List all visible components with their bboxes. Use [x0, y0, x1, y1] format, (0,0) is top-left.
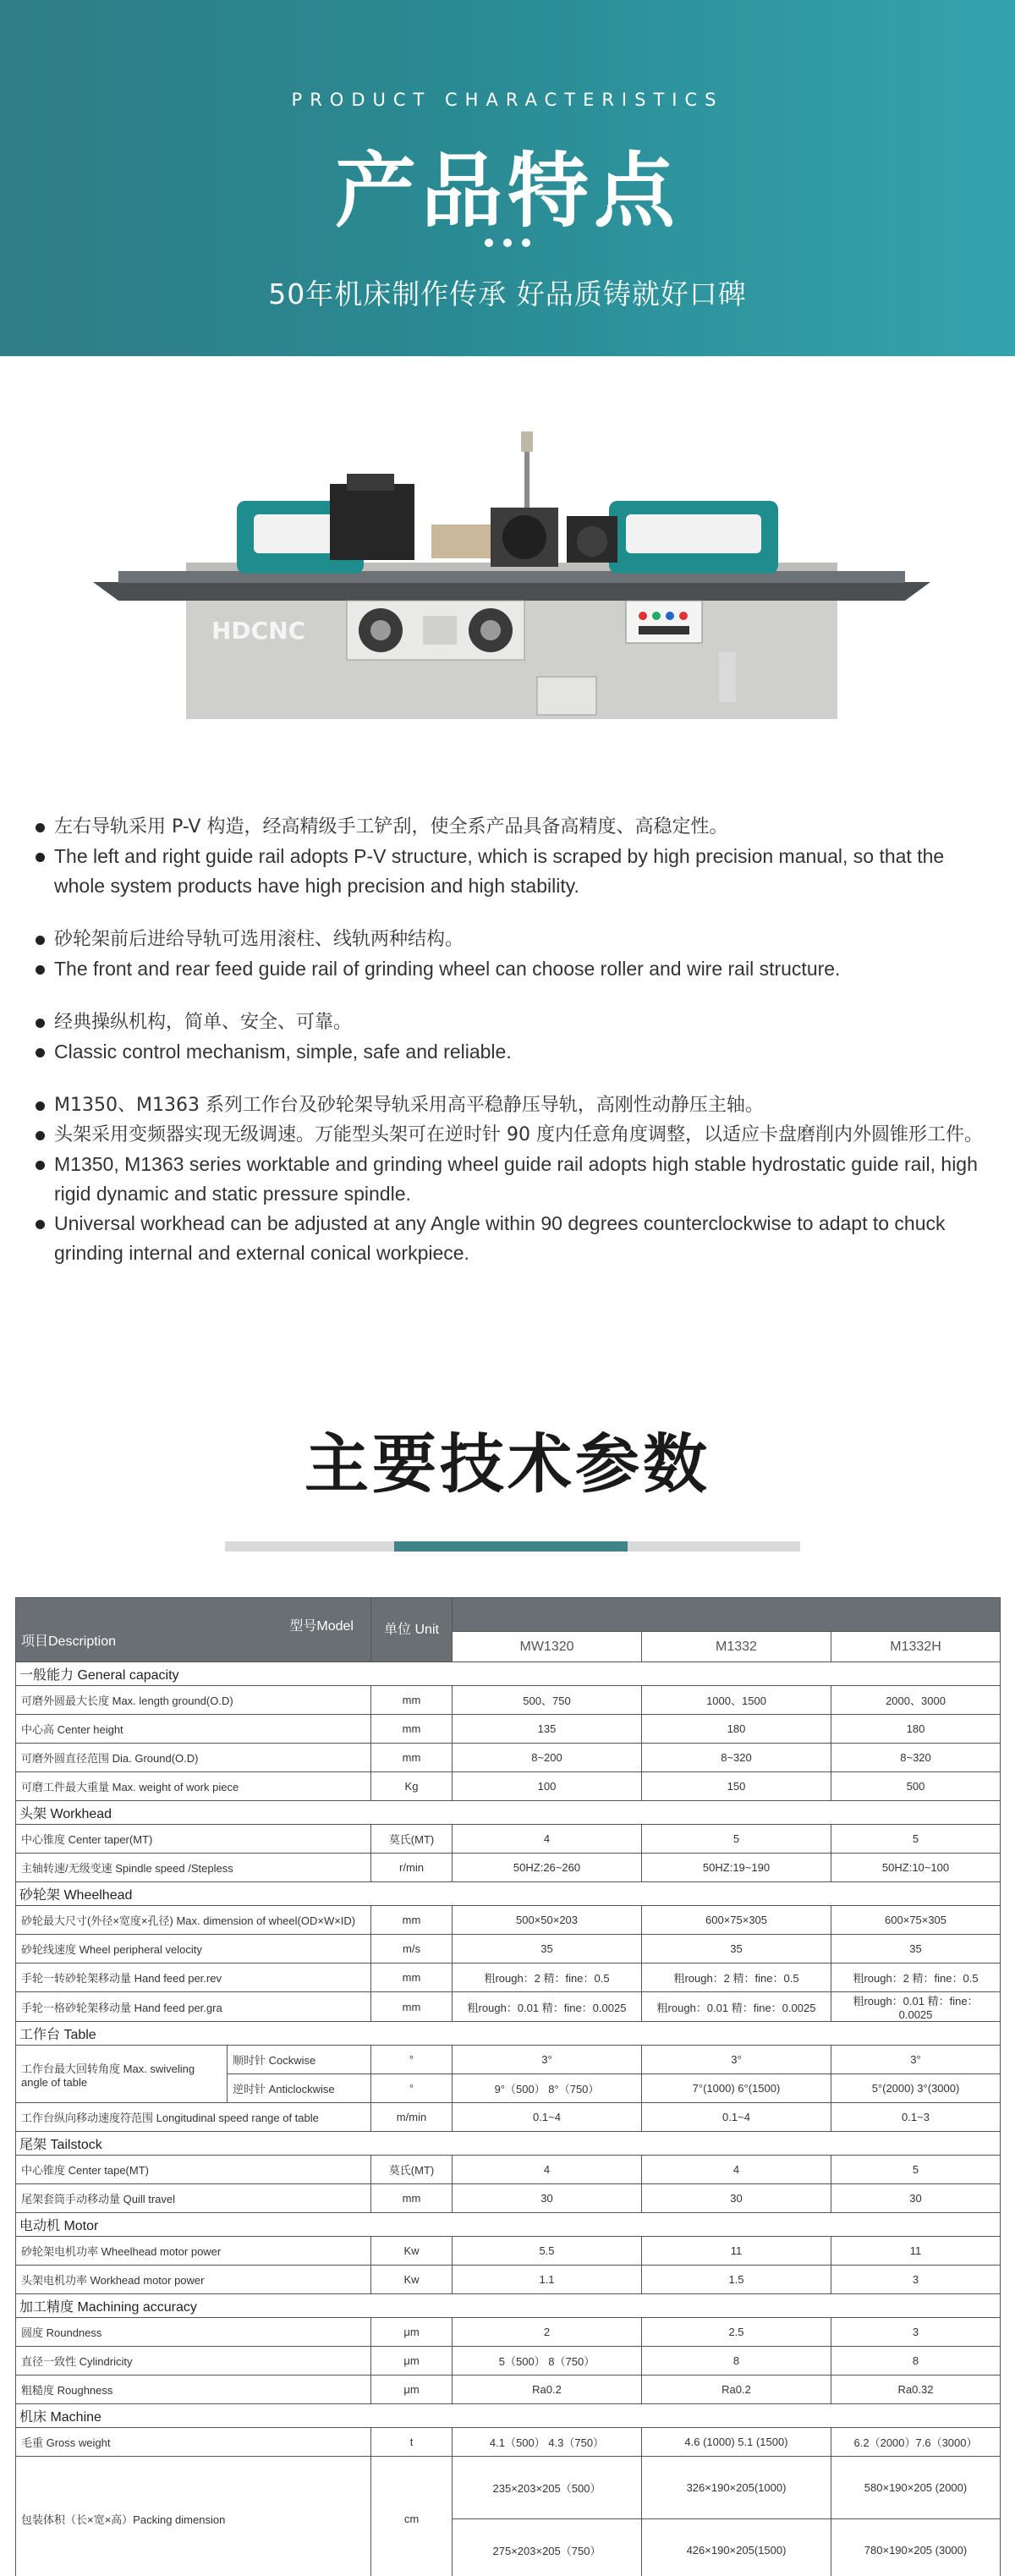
row-value: 2000、3000	[831, 1686, 1001, 1715]
row-value: 150	[642, 1772, 831, 1801]
row-label: 砂轮线速度 Wheel peripheral velocity	[16, 1935, 371, 1964]
row-value: 500	[831, 1772, 1001, 1801]
row-unit: μm	[371, 2347, 453, 2376]
section-title: 加工精度 Machining accuracy	[16, 2294, 1001, 2318]
table-row	[16, 1825, 1001, 1854]
row-unit: Kw	[371, 2237, 453, 2266]
row-label: 中心锥度 Center tape(MT)	[16, 2156, 371, 2184]
row-value: 5	[642, 1825, 831, 1854]
row-value: 11	[642, 2237, 831, 2266]
header-unit: 单位 Unit	[371, 1598, 453, 1662]
row-unit: r/min	[371, 1854, 453, 1882]
row-unit: t	[371, 2428, 453, 2457]
row-value: 8~200	[453, 1744, 642, 1772]
row-unit: mm	[371, 1906, 453, 1935]
row-value: 30	[642, 2184, 831, 2213]
row-value: 35	[642, 1935, 831, 1964]
row-value: 50HZ:19~190	[642, 1854, 831, 1882]
table-row	[16, 2156, 1001, 2184]
feature-item: Universal workhead can be adjusted at any Angle within 90 degrees counterclockwise to adapt to chuck grinding internal and external conical workpiece.	[34, 1209, 990, 1268]
section-row	[16, 2404, 1001, 2428]
row-unit: 莫氏(MT)	[371, 1825, 453, 1854]
section-title: 头架 Workhead	[16, 1801, 1001, 1825]
row-value: 4	[642, 2156, 831, 2184]
row-label: 尾架套筒手动移动量 Quill travel	[16, 2184, 371, 2213]
row-value: 1.1	[453, 2266, 642, 2294]
header-description-cell	[16, 1598, 371, 1662]
row-value: 1000、1500	[642, 1686, 831, 1715]
row-label: 主轴转速/无级变速 Spindle speed /Stepless	[16, 1854, 371, 1882]
row-value: 5.5	[453, 2237, 642, 2266]
feature-group-guide-rail	[34, 812, 990, 901]
row-sublabel: 顺时针 Cockwise	[228, 2046, 371, 2074]
row-unit: mm	[371, 1715, 453, 1744]
section-title: 电动机 Motor	[16, 2213, 1001, 2237]
table-row	[16, 2237, 1001, 2266]
row-value: 9°（500） 8°（750）	[453, 2074, 642, 2103]
row-value: 4	[453, 1825, 642, 1854]
row-value: 3°	[453, 2046, 642, 2074]
table-row	[16, 1935, 1001, 1964]
table-row	[16, 1964, 1001, 1992]
row-value: 0.1~4	[453, 2103, 642, 2132]
row-value: 0.1~3	[831, 2103, 1001, 2132]
row-value: 粗rough：0.01 精：fine：0.0025	[831, 1992, 1001, 2022]
row-value: 50HZ:10~100	[831, 1854, 1001, 1882]
row-value: 3°	[642, 2046, 831, 2074]
feature-group-control	[34, 1008, 990, 1067]
row-unit: μm	[371, 2376, 453, 2404]
row-unit: Kw	[371, 2266, 453, 2294]
hero-subtitle-en: PRODUCT CHARACTERISTICS	[291, 90, 724, 110]
row-value: 粗rough：2 精：fine：0.5	[831, 1964, 1001, 1992]
row-value: 30	[831, 2184, 1001, 2213]
table-row	[16, 1992, 1001, 2022]
row-value: 5（500） 8（750）	[453, 2347, 642, 2376]
row-value: 8~320	[642, 1744, 831, 1772]
row-unit: 莫氏(MT)	[371, 2156, 453, 2184]
row-label: 砂轮架电机功率 Wheelhead motor power	[16, 2237, 371, 2266]
table-row	[16, 1686, 1001, 1715]
section-row	[16, 2132, 1001, 2156]
table-row	[16, 2457, 1001, 2519]
spec-title: 主要技术参数	[304, 1426, 710, 1502]
row-label: 头架电机功率 Workhead motor power	[16, 2266, 371, 2294]
row-value: 100	[453, 1772, 642, 1801]
row-value: 4.6 (1000) 5.1 (1500)	[642, 2428, 831, 2457]
row-value: 2.5	[642, 2318, 831, 2347]
header-desc-label: 项目Description	[21, 1634, 117, 1649]
row-label: 可磨外圆直径范围 Dia. Ground(O.D)	[16, 1744, 371, 1772]
feature-list	[34, 812, 990, 1292]
section-row	[16, 2294, 1001, 2318]
feature-item: Classic control mechanism, simple, safe and reliable.	[34, 1037, 990, 1067]
feature-group-feed-rail	[34, 925, 990, 984]
row-value: Ra0.32	[831, 2376, 1001, 2404]
spec-table-body	[16, 1662, 1001, 2576]
feature-item: 经典操纵机构，简单、安全、可靠。	[34, 1008, 990, 1037]
section-title: 一般能力 General capacity	[16, 1662, 1001, 1686]
row-value: 5	[831, 1825, 1001, 1854]
row-label: 手轮一格砂轮架移动量 Hand feed per.gra	[16, 1992, 371, 2022]
machine-illustration	[93, 423, 930, 728]
feature-item: The front and rear feed guide rail of grinding wheel can choose roller and wire rail structure.	[34, 954, 990, 984]
hero-slogan: 50年机床制作传承 好品质铸就好口碑	[268, 277, 747, 310]
row-label: 工作台最大回转角度 Max. swiveling angle of table	[16, 2046, 228, 2103]
table-row	[16, 2266, 1001, 2294]
spec-table	[15, 1597, 1001, 2576]
row-label: 圆度 Roundness	[16, 2318, 371, 2347]
row-value: 粗rough：0.01 精：fine：0.0025	[642, 1992, 831, 2022]
row-value: 426×190×205(1500)	[642, 2519, 831, 2576]
row-value: 2	[453, 2318, 642, 2347]
section-title: 尾架 Tailstock	[16, 2132, 1001, 2156]
table-row	[16, 1854, 1001, 1882]
row-value: 35	[831, 1935, 1001, 1964]
row-label: 直径一致性 Cylindricity	[16, 2347, 371, 2376]
row-value: 4.1（500） 4.3（750）	[453, 2428, 642, 2457]
row-value: 600×75×305	[831, 1906, 1001, 1935]
row-value: 326×190×205(1000)	[642, 2457, 831, 2519]
section-title: 工作台 Table	[16, 2022, 1001, 2046]
table-row	[16, 2046, 1001, 2074]
row-value: 8	[642, 2347, 831, 2376]
header-model: M1332	[642, 1632, 831, 1662]
row-unit: Kg	[371, 1772, 453, 1801]
row-value: 500×50×203	[453, 1906, 642, 1935]
section-row	[16, 2022, 1001, 2046]
row-value: 8	[831, 2347, 1001, 2376]
row-value: 5°(2000) 3°(3000)	[831, 2074, 1001, 2103]
row-label: 可磨工件最大重量 Max. weight of work piece	[16, 1772, 371, 1801]
row-value: 275×203×205（750）	[453, 2519, 642, 2576]
row-value: 780×190×205 (3000)	[831, 2519, 1001, 2576]
row-value: 粗rough：2 精：fine：0.5	[642, 1964, 831, 1992]
feature-item: M1350, M1363 series worktable and grinding wheel guide rail adopts high stable hydrostatic guide rail, high rigid dynamic and static pressure spindle.	[34, 1150, 990, 1209]
row-unit: mm	[371, 1964, 453, 1992]
row-value: 6.2（2000）7.6（3000）	[831, 2428, 1001, 2457]
row-value: 35	[453, 1935, 642, 1964]
table-row	[16, 1744, 1001, 1772]
row-unit: mm	[371, 1744, 453, 1772]
row-value: 3°	[831, 2046, 1001, 2074]
hero-banner	[0, 0, 1015, 356]
row-value: 235×203×205（500）	[453, 2457, 642, 2519]
spec-divider-accent	[394, 1541, 628, 1552]
row-label: 包装体积（长×宽×高）Packing dimension	[16, 2457, 371, 2576]
row-sublabel: 逆时针 Anticlockwise	[228, 2074, 371, 2103]
feature-item: 左右导轨采用 P-V 构造，经高精级手工铲刮，使全系产品具备高精度、高稳定性。	[34, 812, 990, 842]
row-label: 毛重 Gross weight	[16, 2428, 371, 2457]
row-unit: μm	[371, 2318, 453, 2347]
table-row	[16, 2347, 1001, 2376]
feature-group-hydrostatic	[34, 1090, 990, 1268]
row-unit: mm	[371, 1992, 453, 2022]
row-unit: °	[371, 2046, 453, 2074]
row-label: 中心高 Center height	[16, 1715, 371, 1744]
feature-item: The left and right guide rail adopts P-V structure, which is scraped by high precision manual, so that the whole system products have high precision and high stability.	[34, 842, 990, 901]
row-value: 580×190×205 (2000)	[831, 2457, 1001, 2519]
row-label: 砂轮最大尺寸(外径×宽度×孔径) Max. dimension of wheel(OD×W×ID)	[16, 1906, 371, 1935]
row-value: 7°(1000) 6°(1500)	[642, 2074, 831, 2103]
feature-item: 砂轮架前后进给导轨可选用滚柱、线轨两种结构。	[34, 925, 990, 954]
row-value: 0.1~4	[642, 2103, 831, 2132]
row-unit: mm	[371, 2184, 453, 2213]
row-value: 粗rough：0.01 精：fine：0.0025	[453, 1992, 642, 2022]
table-row	[16, 2103, 1001, 2132]
row-label: 工作台纵向移动速度符范围 Longitudinal speed range of table	[16, 2103, 371, 2132]
row-unit: mm	[371, 1686, 453, 1715]
row-value: 粗rough：2 精：fine：0.5	[453, 1964, 642, 1992]
row-unit: m/min	[371, 2103, 453, 2132]
table-row	[16, 1715, 1001, 1744]
table-row	[16, 1772, 1001, 1801]
header-model: M1332H	[831, 1632, 1001, 1662]
spec-table-wrapper	[15, 1597, 1000, 2576]
row-value: Ra0.2	[453, 2376, 642, 2404]
hero-title: 产品特点	[335, 144, 680, 239]
row-value: 5	[831, 2156, 1001, 2184]
row-value: 11	[831, 2237, 1001, 2266]
table-row	[16, 2376, 1001, 2404]
table-row	[16, 1906, 1001, 1935]
section-row	[16, 1801, 1001, 1825]
feature-item: 头架采用变频器实现无级调速。万能型头架可在逆时针 90 度内任意角度调整，以适应卡盘磨削内外圆锥形工件。	[34, 1120, 990, 1150]
section-row	[16, 1882, 1001, 1906]
hero-dots	[0, 239, 1015, 247]
table-row	[16, 2184, 1001, 2213]
header-blank	[453, 1598, 1001, 1632]
section-title: 砂轮架 Wheelhead	[16, 1882, 1001, 1906]
row-unit: °	[371, 2074, 453, 2103]
row-value: 30	[453, 2184, 642, 2213]
row-value: 135	[453, 1715, 642, 1744]
row-value: Ra0.2	[642, 2376, 831, 2404]
row-unit: m/s	[371, 1935, 453, 1964]
row-value: 180	[831, 1715, 1001, 1744]
row-label: 粗糙度 Roughness	[16, 2376, 371, 2404]
row-label: 手轮一转砂轮架移动量 Hand feed per.rev	[16, 1964, 371, 1992]
section-row	[16, 1662, 1001, 1686]
row-value: 1.5	[642, 2266, 831, 2294]
section-row	[16, 2213, 1001, 2237]
table-row	[16, 2428, 1001, 2457]
machine-brand-logo: HDCNC	[211, 617, 306, 645]
row-value: 500、750	[453, 1686, 642, 1715]
header-model: MW1320	[453, 1632, 642, 1662]
row-value: 600×75×305	[642, 1906, 831, 1935]
row-value: 3	[831, 2318, 1001, 2347]
row-value: 50HZ:26~260	[453, 1854, 642, 1882]
row-value: 4	[453, 2156, 642, 2184]
feature-item: M1350、M1363 系列工作台及砂轮架导轨采用高平稳静压导轨，高刚性动静压主轴。	[34, 1090, 990, 1120]
row-value: 8~320	[831, 1744, 1001, 1772]
header-model-label: 型号Model	[289, 1619, 354, 1634]
table-row	[16, 2318, 1001, 2347]
row-value: 180	[642, 1715, 831, 1744]
row-label: 中心锥度 Center taper(MT)	[16, 1825, 371, 1854]
row-unit: cm	[371, 2457, 453, 2576]
section-title: 机床 Machine	[16, 2404, 1001, 2428]
row-value: 3	[831, 2266, 1001, 2294]
row-label: 可磨外圆最大长度 Max. length ground(O.D)	[16, 1686, 371, 1715]
